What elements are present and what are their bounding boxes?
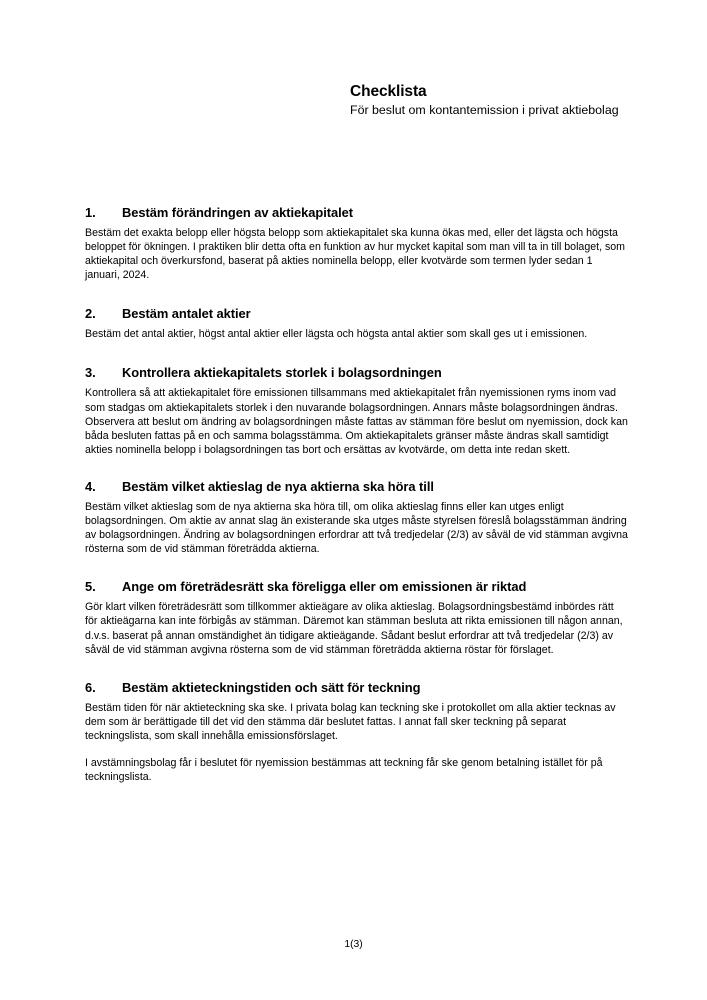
section-heading-4 [85, 479, 629, 495]
page-number-footer: 1(3) [344, 939, 363, 950]
document-body [85, 205, 629, 784]
section-body-3 [85, 386, 629, 456]
section-paragraph: Gör klart vilken företrädesrätt som tillkommer aktieägare av olika aktieslag. Bolagsordningsbestämd inbördes rätt för aktieägarna kan inte förbigås av stämman. Däremot kan stämman besluta att rikta emissionen till någon annan, d.v.s. baserat på annan omständighet än tidigare aktieägande. Sådant beslut erfordrar att två tredjedelar (2/3) av såväl de vid stämman avgivna rösterna som de vid stämman företrädda aktierna röstar för förslaget. [85, 601, 623, 656]
section-title-6: Bestäm aktieteckningstiden och sätt för teckning [122, 679, 421, 695]
section-number-3: 3. [85, 365, 96, 381]
section-heading-2 [85, 306, 629, 322]
section-body-4 [85, 500, 629, 556]
document-title: Checklista [350, 83, 427, 100]
section-title-5: Ange om företrädesrätt ska föreligga eller om emissionen är riktad [122, 579, 527, 595]
section-title-3: Kontrollera aktiekapitalets storlek i bolagsordningen [122, 365, 442, 381]
section-paragraph: Bestäm vilket aktieslag som de nya aktierna ska höra till, om olika aktieslag finns eller kan utges enligt bolagsordningen. Om aktie av annat slag än existerande ska utges måste styrelsen föreslå bolagsstämman ändring av bolagsordningen. Ändring av bolagsordningen erfordrar att två tredjedelar (2/3) av såväl de vid stämman avgivna rösterna som de vid stämman företrädda aktierna. [85, 500, 628, 556]
section-heading-5 [85, 579, 629, 595]
document-header [350, 82, 640, 119]
section-paragraph: Bestäm tiden för när aktieteckning ska ske. I privata bolag kan teckning ske i protokollet om alla aktier tecknas av dem som är berättigade till det vid den stämma där beslutet fattas. I annat fall sker teckning på separat teckningslista, som skall innehålla emissionsförslaget. [85, 701, 616, 742]
checklist-section-1 [85, 205, 629, 282]
section-number-2: 2. [85, 306, 96, 322]
checklist-section-5 [85, 579, 629, 656]
section-heading-6 [85, 680, 629, 696]
section-paragraph: I avstämningsbolag får i beslutet för nyemission bestämmas att teckning får ske genom betalning istället för på teckningslista. [85, 756, 603, 784]
section-paragraph: Bestäm det antal aktier, högst antal aktier eller lägsta och högsta antal aktier som skall ges ut i emissionen. [85, 328, 588, 341]
section-heading-1 [85, 205, 629, 221]
section-paragraph: Kontrollera så att aktiekapitalet före emissionen tillsammans med aktiekapitalet från nyemissionen ryms inom vad som stadgas om aktiekapitalets storlek i den nuvarande bolagsordningen. Annars måste bolagsordningen ändras. Observera att beslut om ändring av bolagsordningen måste fattas av stämman före beslut om nyemission, dock kan båda besluten fattas på en och samma bolagsstämma. Om aktiekapitalets gränser måste ändras skall samtidigt akties nominella belopp i bolagsordningen tas bort och ersättas av kvotvärde, om detta inte redan skett. [85, 387, 628, 456]
section-heading-3 [85, 365, 629, 381]
section-body-5 [85, 600, 629, 656]
section-number-5: 5. [85, 579, 96, 595]
checklist-section-3 [85, 365, 629, 456]
section-title-4: Bestäm vilket aktieslag de nya aktierna ska höra till [122, 478, 434, 494]
section-number-4: 4. [85, 478, 96, 494]
document-subtitle: För beslut om kontantemission i privat aktiebolag [350, 103, 619, 117]
section-number-6: 6. [85, 679, 96, 695]
section-title-2: Bestäm antalet aktier [122, 306, 251, 322]
section-body-2 [85, 327, 629, 341]
section-body-1 [85, 226, 629, 282]
section-paragraph: Bestäm det exakta belopp eller högsta belopp som aktiekapitalet ska kunna ökas med, eller det lägsta och högsta beloppet för ökningen. I praktiken blir detta ofta en funktion av hur mycket kapital som man vill ta in till bolaget, som aktiekapital och överkursfond, baserat på akties nominella belopp, eller kvotvärde som termen lyder sedan 1 januari, 2024. [85, 227, 625, 282]
section-title-1: Bestäm förändringen av aktiekapitalet [122, 205, 353, 220]
section-number-1: 1. [85, 205, 96, 220]
section-body-6 [85, 701, 629, 784]
checklist-section-2 [85, 306, 629, 341]
checklist-section-4 [85, 479, 629, 556]
checklist-section-6 [85, 680, 629, 784]
